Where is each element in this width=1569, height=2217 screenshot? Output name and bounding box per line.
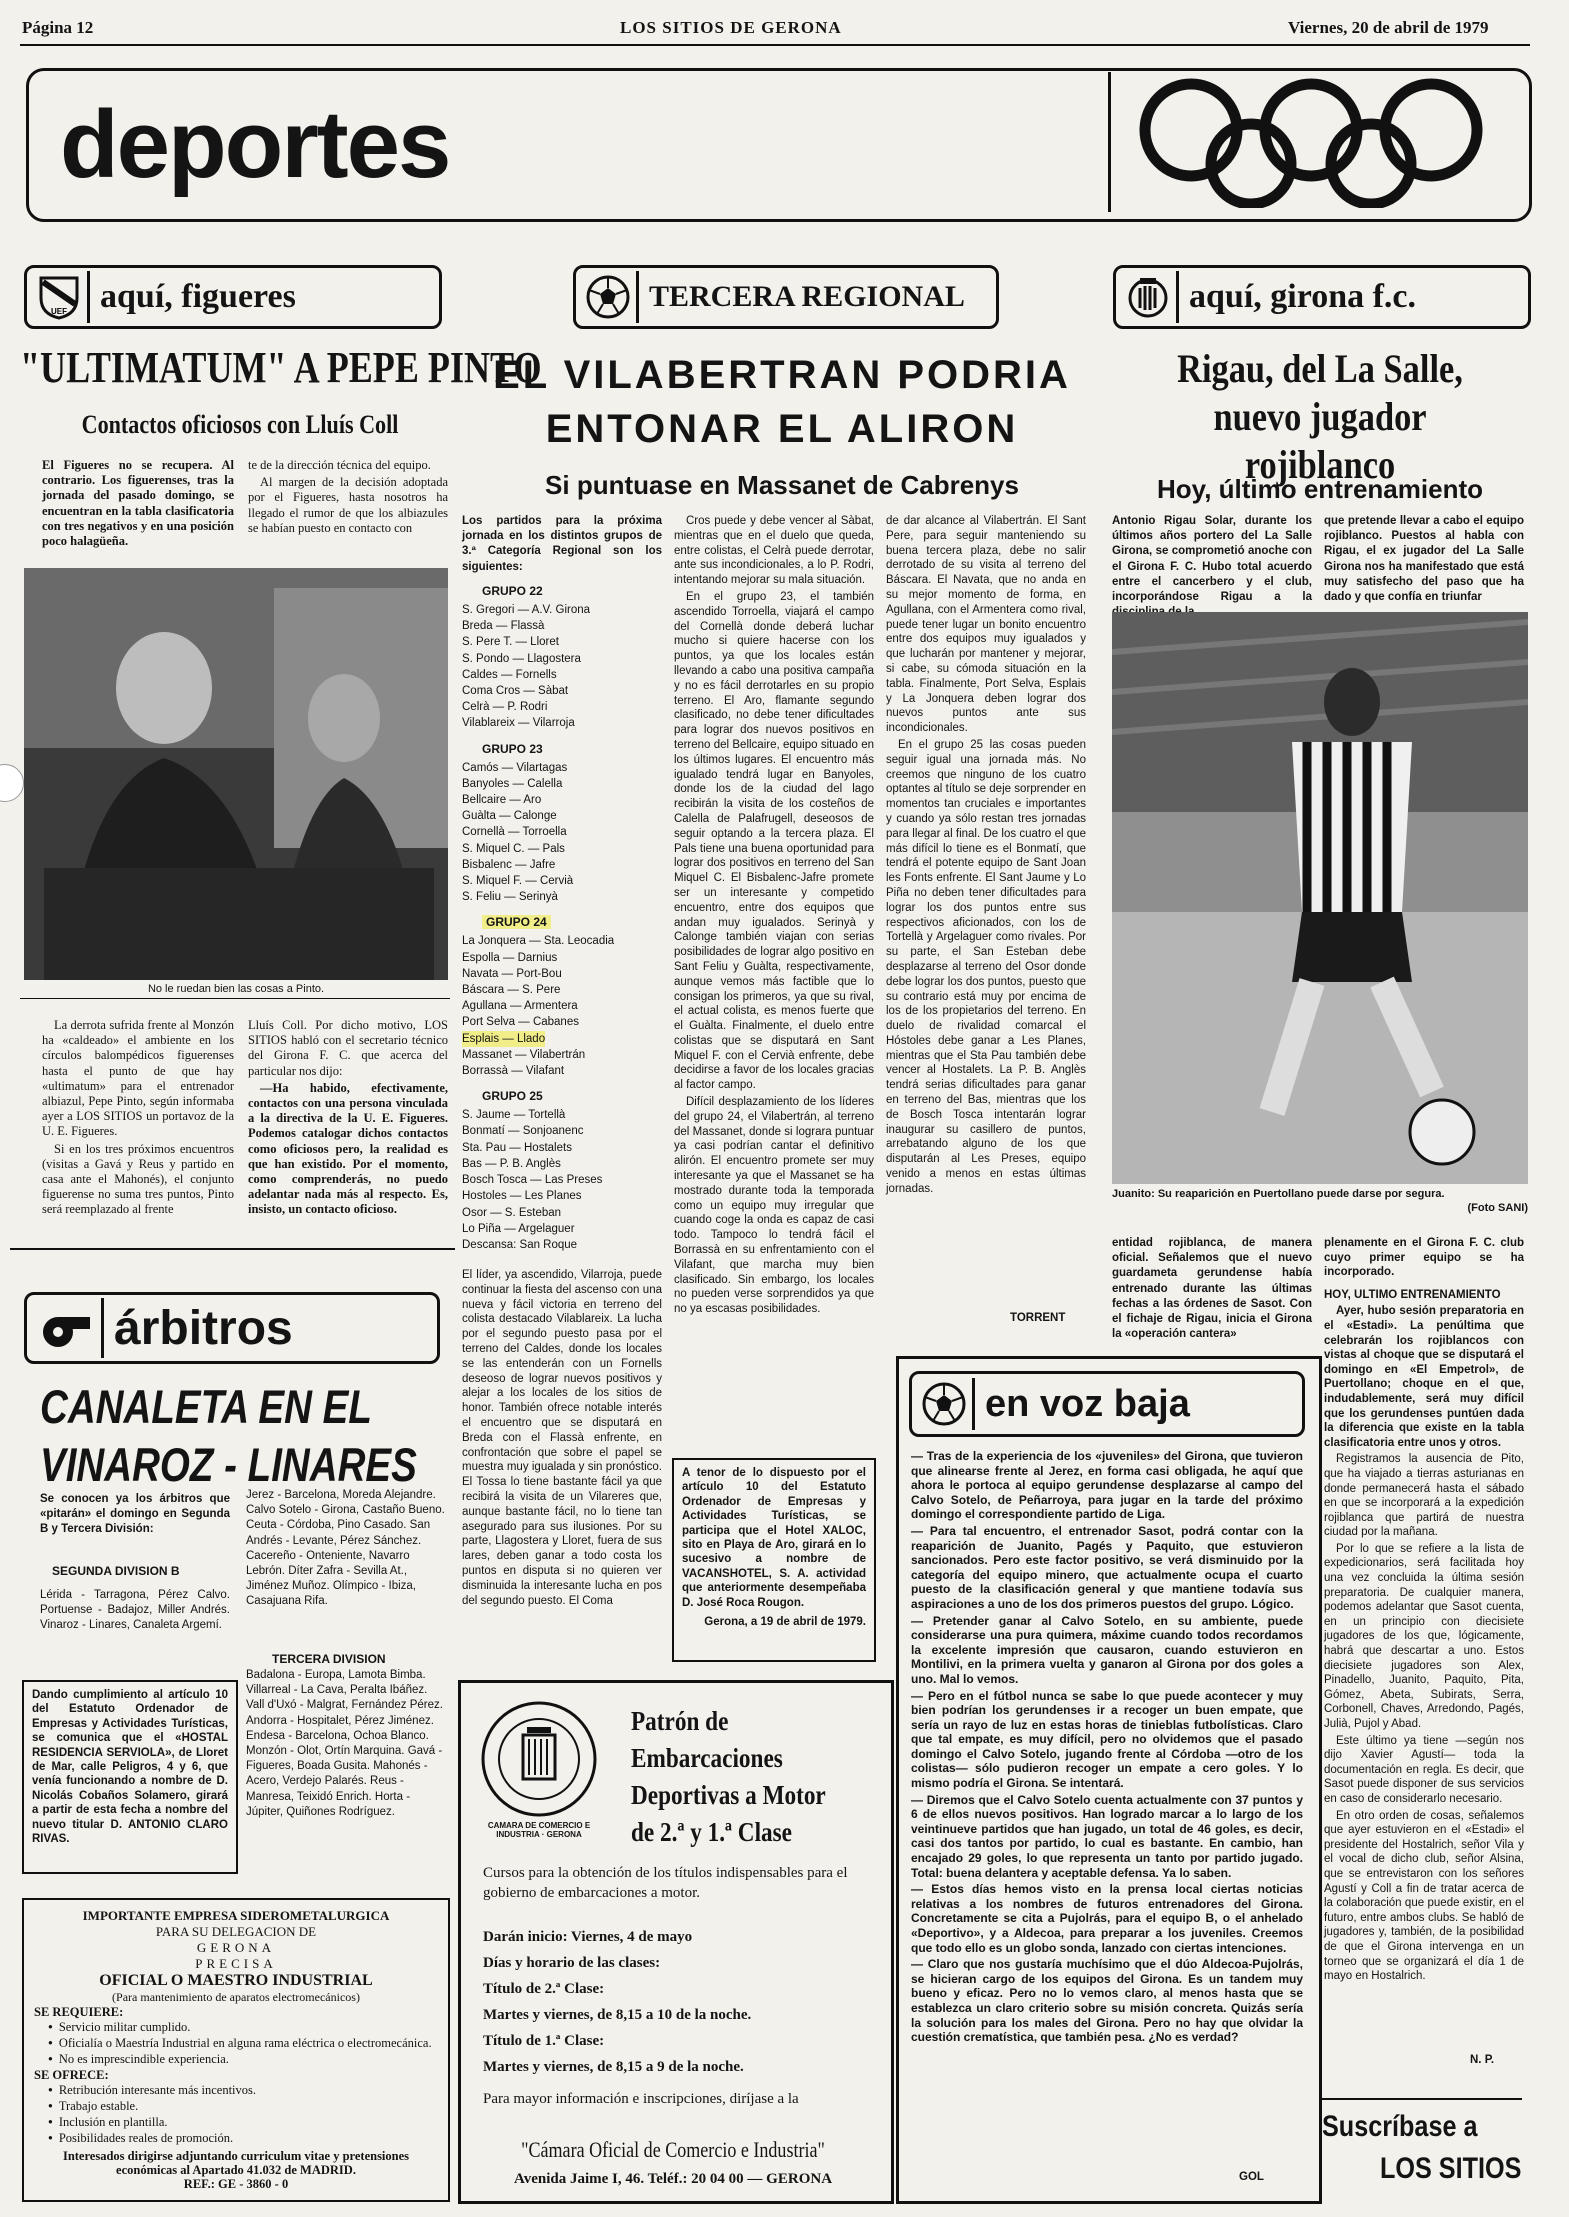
girona-headline: Rigau, del La Salle, nuevo jugador rojiblanco xyxy=(1177,346,1463,487)
group-title: GRUPO 23 xyxy=(482,741,543,756)
item-text: Estos días hemos visto en la prensa local ciertas noticias relativas a los nombres de futuros entrenadores del Girona. Concretamente se cita a Pujolrás, para el equipo B, o el anhelado «Deportivo», y a Aldecoa, para preparar a los juveniles. Creemos que todo ello es un globo sonda, lanzado con ciertas intenciones. xyxy=(911,1882,1303,1955)
list-item: Coma Cros — Sàbat xyxy=(462,685,569,698)
chamber-seal-text: CAMARA DE COMERCIO E INDUSTRIA · GERONA xyxy=(487,1821,591,1839)
camara-start: Darán inicio: Viernes, 4 de mayo xyxy=(483,1929,693,1945)
list-item xyxy=(911,1689,1303,1791)
list-item: Massanet — Vilabertrán xyxy=(462,1048,586,1061)
figueres-headline: "ULTIMATUM" A PEPE PINTO xyxy=(20,343,542,392)
football-icon xyxy=(916,1378,975,1430)
tercera-list: Badalona - Europa, Lamota Bimba. Villarreal - La Cava, Peralta Ibáñez. Vall d'Uxó - Malgrat, Fernández Pérez. Andorra - Hospitalet, Pérez Jiménez. Endesa - Barcelona, Ochoa Blanco. Monzón - Olot, Ortín Marquina. Gavá - Figueres, Boada Gusita. Mahonés - Acero, Verdejo Palarés. Reus - Manresa, Teixidó Enrich. Horta - Júpiter, Quiñones Rodríguez. xyxy=(246,1669,443,1818)
girona-author: N. P. xyxy=(1470,2054,1495,2066)
list-item: ● Retribución interesante más incentivos. xyxy=(60,2083,448,2099)
list-item: Osor — S. Esteban xyxy=(462,1206,562,1219)
paragraph: La derrota sufrida frente al Monzón ha «caldeado» el ambiente en los círculos balompédicos figuerenses hasta el punto de que hay «ultimatum» para el entrenador albiazul, Pepe Pinto, según informaba ayer a LOS SITIOS un portavoz de la U. E. Figueres. xyxy=(42,1018,234,1139)
section-label: aquí, figueres xyxy=(100,278,296,315)
paragraph: plenamente en el Girona F. C. club cuyo primer equipo se ha incorporado. xyxy=(1324,1237,1524,1279)
camara-title-1: Título de 1.ª Clase: xyxy=(483,2033,605,2049)
chamber-seal-icon xyxy=(479,1699,599,1819)
list-item: Port Selva — Cabanes xyxy=(462,1016,579,1029)
camara-body: Cursos para la obtención de los títulos indispensables para el gobierno de embarcaciones a motor. xyxy=(483,1865,848,1901)
list-item: ● Trabajo estable. xyxy=(60,2099,448,2115)
list-item: S. Pere T. — Lloret xyxy=(462,636,559,649)
list-item: Sta. Pau — Hostalets xyxy=(462,1141,572,1154)
photo-credit: (Foto SANI) xyxy=(1467,1202,1528,1214)
list-item: Hostoles — Les Planes xyxy=(462,1190,582,1203)
camara-hours-1: Martes y viernes, de 8,15 a 9 de la noche. xyxy=(483,2059,744,2075)
match-list xyxy=(462,760,662,906)
ue-figueres-crest-icon xyxy=(31,271,90,323)
list-item: Guàlta — Calonge xyxy=(462,810,557,823)
anuncio-note: (Para mantenimiento de aparatos electromecánicos) xyxy=(112,1990,360,2004)
list-item: Caldes — Fornells xyxy=(462,668,557,681)
group-title: GRUPO 22 xyxy=(482,584,543,598)
camara-title: Patrón de Embarcaciones Deportivas a Motor de 2.ª y 1.ª Clase xyxy=(631,1706,826,1847)
figueres-column-2 xyxy=(248,458,448,538)
offers-list xyxy=(44,2083,448,2147)
list-item: Espolla — Darnius xyxy=(462,951,558,964)
newspaper-name: LOS SITIOS DE GERONA xyxy=(620,18,842,37)
figueres-column-4 xyxy=(248,1018,448,1220)
football-icon xyxy=(580,271,639,323)
bullet-dash: — xyxy=(911,1523,930,1538)
arbitros-intro: Se conocen ya los árbitros que «pitarán» el domingo en Segunda B y Tercera División: xyxy=(40,1493,230,1536)
anuncio-contact: Interesados dirigirse adjuntando curriculum vitae y pretensiones económicas al Apartado 41.032 de MADRID. xyxy=(62,2149,410,2177)
list-item: Breda — Flassà xyxy=(462,620,545,633)
bullet-dash: — xyxy=(911,1957,928,1972)
item-text: Para tal encuentro, el entrenador Sasot, podrá contar con la reaparición de Juanito, Pagés y Paquito, que estuvieron sancionados. Pero este factor positivo, se verá disminuido por la categoría del equipo minero, que actualmente ocupa el cuarto puesto de la clasificación general y que mantiene todavía sus aspiraciones a uno de los dos primeros puestos del grupo. Lógico. xyxy=(911,1523,1303,1611)
section-label: en voz baja xyxy=(985,1382,1190,1425)
girona-column-4 xyxy=(1324,1236,1524,1986)
anuncio-xaloc xyxy=(672,1458,876,1662)
paragraph: Difícil desplazamiento de los líderes del grupo 24, el Vilabertrán, al terreno del Massanet, donde si lograra puntuar ya casi podrían cantar el definitivo alirón. El encuentro promete ser muy interesante ya que el Massanet se ha mostrado durante toda la temporada como un equipo muy irregular que cuando coge la onda es capaz de casi todo. Tampoco lo tendrá fácil el Borrassà en su enfrentamiento con el Vilafant, que marcha muy bien clasificado. Sin embargo, los locales no pueden verse sorprendidos ya que no ya escasas posibilidades. xyxy=(674,1096,874,1316)
list-item: S. Pondo — Llagostera xyxy=(462,652,581,665)
list-item: S. Gregori — A.V. Girona xyxy=(462,604,591,616)
list-item: Cornellà — Torroella xyxy=(462,826,567,839)
item-text: Tras de la experiencia de los «juveniles» del Girona, que tuvieron que alinearse frente al Jerez, en forma casi obligada, he aquí que ahora le portoca al equipo gerundense desplazarse al campo del Calvo Sotelo, de Peñarroya, para jugar en la tarde del próximo domingo el correspondiente partido de Liga. xyxy=(911,1449,1303,1522)
list-item: Báscara — S. Pere xyxy=(462,984,561,997)
whistle-icon xyxy=(31,1298,104,1358)
list-item: Lo Piña — Argelaguer xyxy=(462,1222,575,1235)
svg-text:UEF: UEF xyxy=(51,307,67,316)
anuncio-serviola xyxy=(22,1680,238,1874)
list-item: Bosch Tosca — Las Preses xyxy=(462,1174,603,1187)
paragraph: te de la dirección técnica del equipo. xyxy=(248,458,431,472)
anuncio-text: A tenor de lo dispuesto por el artículo 10 del Estatuto Ordenador de Empresas y Actividades Turísticas, se participa que el Hotel XALOC, sito en Playa de Aro, girará en lo sucesivo a nombre de VACANSHOTEL, S. A. actividad que anteriormente desempeñaba D. José Roca Rougon. xyxy=(682,1467,866,1609)
list-item: Borrassà — Vilafant xyxy=(462,1065,565,1078)
match-list xyxy=(462,933,662,1079)
item-text: Diremos que el Calvo Sotelo cuenta actualmente con 37 puntos y 6 de ellos nuevos positivos. Han logrado marcar a lo largo de los veintinueve partidos que han jugado, un total de 46 goles, es decir, casi dos tantos por partido, lo cual es bastante. En cambio, han encajado 29 goles, lo que representa un tanto por partido jugado. Total: buena delantera y aceptable defensa. Ya lo saben. xyxy=(911,1792,1303,1880)
list-item: Celrà — P. Rodri xyxy=(462,701,548,714)
suscribase-line-1: Suscríbase a xyxy=(1322,2110,1478,2143)
paragraph: Si en los tres próximos encuentros (visitas a Gavá y Reus y partido en casa ante el Mahonés), el conjunto figuerense no suma tres puntos, Pinto será reemplazado al frente xyxy=(42,1141,234,1217)
item-text: Pretender ganar al Calvo Sotelo, en su ambiente, puede considerarse una pura quimera, máxime cuando todos recordamos la excelente impresión que causaron, cuando estuvieron en Montilivi, en la primera vuelta y ganaron al Girona por dos goles a uno. Mal lo vemos. xyxy=(911,1613,1303,1686)
tercera-subhead: Si puntuase en Massanet de Cabrenys xyxy=(545,470,1019,500)
anuncio-text: Dando cumplimiento al artículo 10 del Estatuto Ordenador de Empresas y Actividades Turísticas, se comunica que el «HOSTAL RESIDENCIA SERVIOLA», de Lloret de Mar, calle Peligros, 4 y 6, que venía funcionando a nombre de D. Nicolás Cobaños Solamero, girará a partir de esta fecha a nombre del nuevo titular D. ANTONIO CLARO RIVAS. xyxy=(32,1689,228,1846)
section-badge-arbitros xyxy=(24,1292,440,1364)
masthead-rule xyxy=(20,44,1530,46)
anuncio-line: PARA SU DELEGACION DE xyxy=(155,1924,317,1939)
requires-list xyxy=(44,2020,448,2068)
list-item xyxy=(911,1793,1303,1881)
paragraph: En el grupo 23, el también ascendido Torroella, viajará el campo del Cornellà donde deberá luchar mucho si quiere hacerse con los puntos, ya que los locales están llevando a cabo una positiva campaña y no es fácil derrotarles en su propio terreno. El Aro, flamante segundo clasificado, no debe tener dificultades para lograr dos nuevos positivos en terreno del Bellcaire, equipo situado en los últimos lugares. El encuentro más igualado tendrá lugar en Banyoles, donde los de la ciudad del lago recibirán la visita de los costeños de Calella de Palafrugell, deseosos de seguir optando a la tercera plaza. El Pals tiene una buena oportunidad para lograr dos positivos en terreno del San Miquel C. El Bisbalenc-Jafre promete ser un interesante y competido encuentro, entre dos equipos que andan muy igualados. Serinyà y Calonge también viajan con serias posibilidades de lograr algo positivo en Sant Feliu y Guàlta, respectivamente, aunque vemos más factible que lo consigan los primeros, ya que su rival, el actual colista, es menos fuerte que el Guàlta. Finalmente, el duelo entre colistas que se disputará en Sant Miquel F. con el Cervià enfrente, debe decidirse a favor de los locales gracias al factor campo. xyxy=(674,590,874,1092)
list-item: Bellcaire — Aro xyxy=(462,794,542,807)
girona-column-3: entidad rojiblanca, de manera oficial. Señalemos que el nuevo guardameta gerundense había entrenado durante las últimas fechas a las órdenes de Sasot. Con el fichaje de Rigau, inicia el Girona la «operación cantera» xyxy=(1112,1237,1312,1341)
tercera-column-2 xyxy=(674,514,874,1319)
anuncio-line: PRECISA xyxy=(195,1956,277,1971)
tercera-column-3 xyxy=(886,514,1086,1199)
match-groups xyxy=(462,574,662,1253)
section-badge-tercera xyxy=(573,265,999,329)
camara-title-2: Título de 2.ª Clase: xyxy=(483,1981,605,1997)
requires-title: SE REQUIERE: xyxy=(34,2005,124,2019)
anuncio-title: IMPORTANTE EMPRESA SIDEROMETALURGICA xyxy=(82,1908,390,1923)
girona-fc-crest-icon xyxy=(1120,271,1179,323)
arbitros-headline: CANALETA EN EL VINAROZ - LINARES xyxy=(40,1380,417,1491)
section-badge-girona xyxy=(1113,265,1531,329)
anuncio-date: Gerona, a 19 de abril de 1979. xyxy=(704,1616,866,1629)
anuncio-ref: REF.: GE - 3860 - 0 xyxy=(183,2177,289,2191)
girona-lead: Antonio Rigau Solar, durante los últimos años portero del La Salle Girona, se comprometió anoche con el Girona F. C. Hubo total acuerdo entre el cancerbero y el club, incorporándose Rigau a la xyxy=(1112,515,1312,604)
section-badge-figueres xyxy=(24,265,442,329)
list-item xyxy=(911,1957,1303,2045)
punch-hole xyxy=(0,764,24,802)
divider xyxy=(20,998,450,999)
match-list xyxy=(462,1107,662,1253)
match-list xyxy=(462,602,662,732)
issue-date: Viernes, 20 de abril de 1979 xyxy=(1288,18,1489,37)
paragraph: Registramos la ausencia de Pito, que ha viajado a tierras asturianas en donde permanecerá hasta el sábado en que se incorporará a la expedición rojiblanca que partirá de nuestra ciudad por la mañana. xyxy=(1324,1453,1524,1539)
tercera-intro: Los partidos para la próxima jornada en los distintos grupos de 3.ª Categoría Regional son los siguientes: xyxy=(462,515,662,573)
list-item: S. Feliu — Serinyà xyxy=(462,891,558,904)
camara-days: Días y horario de las clases: xyxy=(483,1955,661,1971)
photo-caption: No le ruedan bien las cosas a Pinto. xyxy=(147,983,325,995)
paragraph: Este último ya tiene —según nos dijo Xavier Agustí— toda la documentación en regla. Es decir, que Sasot puede disponer de sus servicios en caso de considerarlo necesario. xyxy=(1324,1734,1524,1805)
photo-caption: Juanito: Su reaparición en Puertollano puede darse por segura. xyxy=(1112,1188,1445,1200)
paragraph: Lluís Coll. Por dicho motivo, LOS SITIOS habló con el secretario técnico del Girona F. C. que acerca del particular nos dijo: xyxy=(248,1018,448,1078)
tercera-author: TORRENT xyxy=(1010,1312,1066,1324)
girona-subhead: Hoy, último entrenamiento xyxy=(1157,474,1483,504)
camara-org: "Cámara Oficial de Comercio e Industria" xyxy=(521,2137,825,2162)
list-item xyxy=(911,1614,1303,1687)
list-item: S. Miquel F. — Cervià xyxy=(462,875,574,888)
figueres-lead: El Figueres no se recupera. Al contrario. Los figuerenses, tras la jornada del pasado domingo, se encuentran en la tabla clasificatoria con tres negativos y en una posición poco halagüeña. xyxy=(42,458,234,549)
page-number: Página 12 xyxy=(22,18,94,37)
paragraph: En otro orden de cosas, señalemos que ayer estuvieron en el «Estadi» el presidente del Hostalrich, señor Vila y el vocal de dicho club, señor Alsina, que se entrevistaron con los señores Agustí y Coll a fin de tratar acerca de la colaboración que puede existir, en el futuro, entre ambos clubs. Se habló de jugadores y, también, de la posibilidad de que el Girona intervenga en un torneo que se organizará el día 1 de mayo en Hostalrich. xyxy=(1324,1809,1524,1983)
figueres-column-3 xyxy=(42,1018,234,1220)
divider xyxy=(1322,2098,1522,2100)
anuncio-empresa xyxy=(22,1898,450,2202)
vozbaja-author: GOL xyxy=(1239,2171,1264,2183)
offers-title: SE OFRECE: xyxy=(34,2068,109,2082)
quote: —Ha habido, efectivamente, contactos con una persona vinculada a la directiva de la U. E. Figueres. Podemos catalogar dichos contactos como oficiosos pero, la realidad es que han existido. Por el momento, como comprenderás, no puedo adelantar nada más al respecto. Es, insisto, un contacto oficioso. xyxy=(248,1080,448,1217)
girona-column-2: que pretende llevar a cabo el equipo rojiblanco. Puestos al habla con Rigau, el ex jugador del La Salle Girona nos ha manifestado que está muy satisfecho del paso que ha dado y que confía en triunfar xyxy=(1324,515,1524,604)
segunda-title: SEGUNDA DIVISION B xyxy=(52,1564,180,1578)
list-item: ● No es imprescindible experiencia. xyxy=(60,2052,448,2068)
list-item: ● Oficialía o Maestría Industrial en alguna rama eléctrica o electromecánica. xyxy=(60,2036,448,2052)
tercera-title: TERCERA DIVISION xyxy=(272,1652,386,1666)
paragraph: de dar alcance al Vilabertrán. El Sant Pere, para seguir manteniendo su buena tercera plaza, debe no salir derrotado de su visita al terreno del Báscara. El Navata, que no anda en su mejor momento de forma, en Agullana, con el Armentera como rival, puede tener lugar un bonito encuentro entre dos equipos muy igualados y que lucharán por mantener y mejorar, si cabe, su cómoda situación en la tabla. Finalmente, Port Selva, Esplais y La Jonquera deben lograr dos nuevos puntos ante sus incondicionales. xyxy=(886,515,1086,735)
list-item: Navata — Port-Bou xyxy=(462,967,562,980)
list-item: La Jonquera — Sta. Leocadia xyxy=(462,935,615,948)
bullet-dash: — xyxy=(911,1688,928,1703)
item-text: Pero en el fútbol nunca se sabe lo que puede acontecer y muy bien podrían los gerundenses ir a recoger un buen empate, que sería un rayo de luz en estas horas de tinieblas futbolísticas. Claro que tal empate, es muy difícil, pero no olvidemos que el pasado domingo el Calvo Sotelo, jugando frente al Córdoba —otro de los colistas— sólo pudieron recoger un empate a cero goles. Y lo mismo podría el Girona. Se intentará. xyxy=(911,1688,1303,1791)
list-item: Bas — P. B. Anglès xyxy=(462,1157,561,1170)
item-text: Claro que nos gustaría muchísimo que el dúo Aldecoa-Pujolrás, se hicieran cargo de los equipos del Girona. Es un tandem muy bueno y eficaz. Pero no lo vemos claro, al menos hasta que se establezca un claro criterio sobre su misión concreta. Quizás sería la solución para los males del Girona. Pero no hay que olvidar la cuestión crematística, que también pesa. ¿No es verdad? xyxy=(911,1957,1303,2045)
juanito-photo xyxy=(1112,612,1528,1184)
girona-subtitle: HOY, ULTIMO ENTRENAMIENTO xyxy=(1324,1288,1501,1301)
segunda-list: Lérida - Tarragona, Pérez Calvo. Portuense - Badajoz, Miller Andrés. Vinaroz - Linares, Canaleta Argemí. xyxy=(40,1589,230,1632)
list-item: Descansa: San Roque xyxy=(462,1238,578,1251)
list-item: S. Jaume — Tortellà xyxy=(462,1109,566,1122)
segunda-list-cont: Jerez - Barcelona, Moreda Alejandre. Calvo Sotelo - Girona, Castaño Bueno. Ceuta - Córdoba, Pino Casado. San Andrés - Levante, Pérez Sánchez. Cacereño - Onteniente, Navarro Lebrón. Díter Zafra - Sevilla At., Jiménez Muñoz. Olímpico - Ibiza, Casajuana Rifa. xyxy=(246,1489,445,1608)
paragraph: En el grupo 25 las cosas pueden seguir igual una jornada más. No creemos que ninguno de los cuatro optantes al título se deje sorprender en momentos tan cruciales e importantes y cuando ya sólo restan tres jornadas para llegar al final. De los cuatro el que más difícil lo tiene es el Bonmatí, que tendrá el potente equipo de Sant Joan les Fonts enfrente. El Sant Jaume y Lo Piña no deben tener dificultades para lograr los dos puntos entre sus respectivos aficionados, con los de Tortellà y Argelaguer como rivales. Por su parte, el San Esteban debe desplazarse al terreno del Osor donde debe lograr los dos puntos, puesto que su contrario está muy por encima de los de los propietarios del terreno. En duelo de rivalidad comarcal el Hóstoles debe ganar a Les Planes, mientras que el Sta Pau también debe vencer al Hostalets. La P. B. Anglès tendrá serias dificultades para ganar en terreno del Bas, mientras que los de Bosch Tosca intentarán lograr inaugurar su casillero de puntos, arrebatando alguno de los que disputarán al Les Preses, equipo venido a menos en estas últimas jornadas. xyxy=(886,738,1086,1195)
en-voz-baja-box xyxy=(896,1356,1322,2204)
paragraph: Por lo que se refiere a la lista de expedicionarios, será facilitada hoy una vez concluida la última sesión preparatoria. De cualquier manera, podemos adelantar que Sasot cuenta, en un principio con diecisiete jugadores de los que, lógicamente, habrá que descartar a uno. Estos diecisiete jugadores son Alex, Pinadello, Juanito, Paquito, Pita, Gómez, Abeta, Subirats, Serra, Corbonell, Chaves, Arredondo, Pagés, Julià, Pujol y Abad. xyxy=(1324,1542,1524,1730)
voz-items xyxy=(911,1449,1303,2047)
list-item: Agullana — Armentera xyxy=(462,1000,578,1013)
bullet-dash: — xyxy=(911,1882,932,1897)
section-label: árbitros xyxy=(114,1301,293,1355)
divider xyxy=(10,1248,455,1250)
section-label: TERCERA REGIONAL xyxy=(649,280,965,313)
list-item: ● Posibilidades reales de promoción. xyxy=(60,2131,448,2147)
group-title: GRUPO 25 xyxy=(482,1089,543,1104)
anuncio-camara xyxy=(458,1680,894,2204)
list-item: Vilablareix — Vilarroja xyxy=(462,717,575,730)
camara-info: Para mayor información e inscripciones, diríjase a la xyxy=(483,2091,799,2107)
section-title: deportes xyxy=(60,91,450,198)
list-item: ● Servicio militar cumplido. xyxy=(60,2020,448,2036)
camara-address: Avenida Jaime I, 46. Teléf.: 20 04 00 — GERONA xyxy=(513,2171,833,2187)
section-label: aquí, girona f.c. xyxy=(1189,278,1417,315)
tercera-col1b: El líder, ya ascendido, Vilarroja, puede continuar la fiesta del ascenso con una nueva y fácil victoria en terreno del colista destacado Vilablareix. La lucha por el segundo puesto pasa por el terreno del Caldes, donde los locales se las entenderán con un Fornells deseoso de lograr nuevos positivos y alejar a los locales de los sitios de honor. También ofrece notable interés el encuentro que se disputará en Breda con el Flassà enfrente, en confrontación que sobre el papel se muestra muy igualada y sin pronóstico. El Tossa lo tiene bastante fácil ya que recibirá la visita de un Vilareres que, aunque bastante fácil, no lo tiene tan asegurado para sus ilusiones. Por su parte, Llagostera y Lloret, fuera de sus lares, deben ganar a todo costa los puntos en disputa si no quieren ver disminuida la interesante lucha en pos del segundo puesto. El Coma xyxy=(462,1269,662,1607)
anuncio-line: GERONA xyxy=(196,1940,276,1955)
olympic-rings-logo xyxy=(1108,72,1531,212)
list-item: Banyoles — Calella xyxy=(462,777,563,790)
bullet-dash: — xyxy=(911,1613,933,1628)
list-item: Bisbalenc — Jafre xyxy=(462,858,556,871)
list-item: Bonmatí — Sonjoanenc xyxy=(462,1125,584,1138)
bullet-dash: — xyxy=(911,1792,927,1807)
figueres-subhead: Contactos oficiosos con Lluís Coll xyxy=(81,410,399,439)
suscribase-line-2: LOS SITIOS xyxy=(1380,2152,1522,2185)
list-item xyxy=(911,1524,1303,1612)
list-item: ● Inclusión en plantilla. xyxy=(60,2115,448,2131)
list-item: Camós — Vilartagas xyxy=(462,761,568,774)
tercera-headline: EL VILABERTRAN PODRIA ENTONAR EL ALIRON xyxy=(493,353,1071,451)
group-title-highlighted: GRUPO 24 xyxy=(482,915,551,929)
list-item xyxy=(911,1449,1303,1522)
camara-hours-2: Martes y viernes, de 8,15 a 10 de la noche. xyxy=(483,2007,752,2023)
paragraph: Cros puede y debe vencer al Sàbat, mientras que en el duelo que queda, entre colistas, el Celrà puede derrotar, ante sus incondicionales, a lo P. Rodri, intentando mejorar su mala situación. xyxy=(674,515,874,587)
list-item-highlighted: Esplais — Llado xyxy=(462,1031,545,1047)
list-item xyxy=(911,1882,1303,1955)
pinto-photo xyxy=(24,568,448,980)
list-item: S. Miquel C. — Pals xyxy=(462,842,565,855)
anuncio-position: OFICIAL O MAESTRO INDUSTRIAL xyxy=(99,1972,373,1989)
paragraph: Al margen de la decisión adoptada por el Figueres, hasta nosotros ha llegado el rumor de que los albiazules se habían puesto en contacto con xyxy=(248,475,448,535)
paragraph: Ayer, hubo sesión preparatoria en el «Estadi». La penúltima que celebrarán los rojiblancos con vistas al choque que se disputará el domingo en «El Empetrol», de Puertollano; choque en el que, indudablemente, será muy difícil que los gerundenses puntúen dada la diferencia que existe en la tabla clasificatoria entre unos y otros. xyxy=(1324,1305,1524,1449)
bullet-dash: — xyxy=(911,1449,927,1463)
section-badge-vozbaja xyxy=(909,1371,1305,1437)
